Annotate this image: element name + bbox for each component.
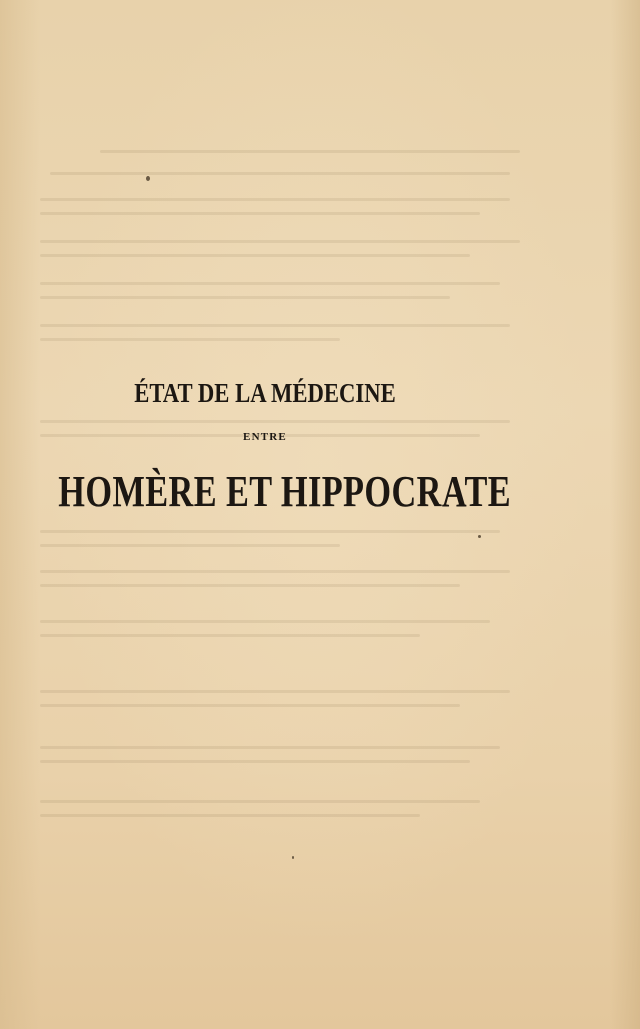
- title-connector: ENTRE: [243, 431, 287, 443]
- title-line-1: ÉTAT DE LA MÉDECINE: [134, 378, 396, 408]
- title-line-2: HOMÈRE ET HIPPOCRATE: [58, 467, 512, 516]
- paper-spot: [146, 176, 150, 181]
- paper-spot: [478, 535, 481, 538]
- paper-spot: [292, 856, 294, 859]
